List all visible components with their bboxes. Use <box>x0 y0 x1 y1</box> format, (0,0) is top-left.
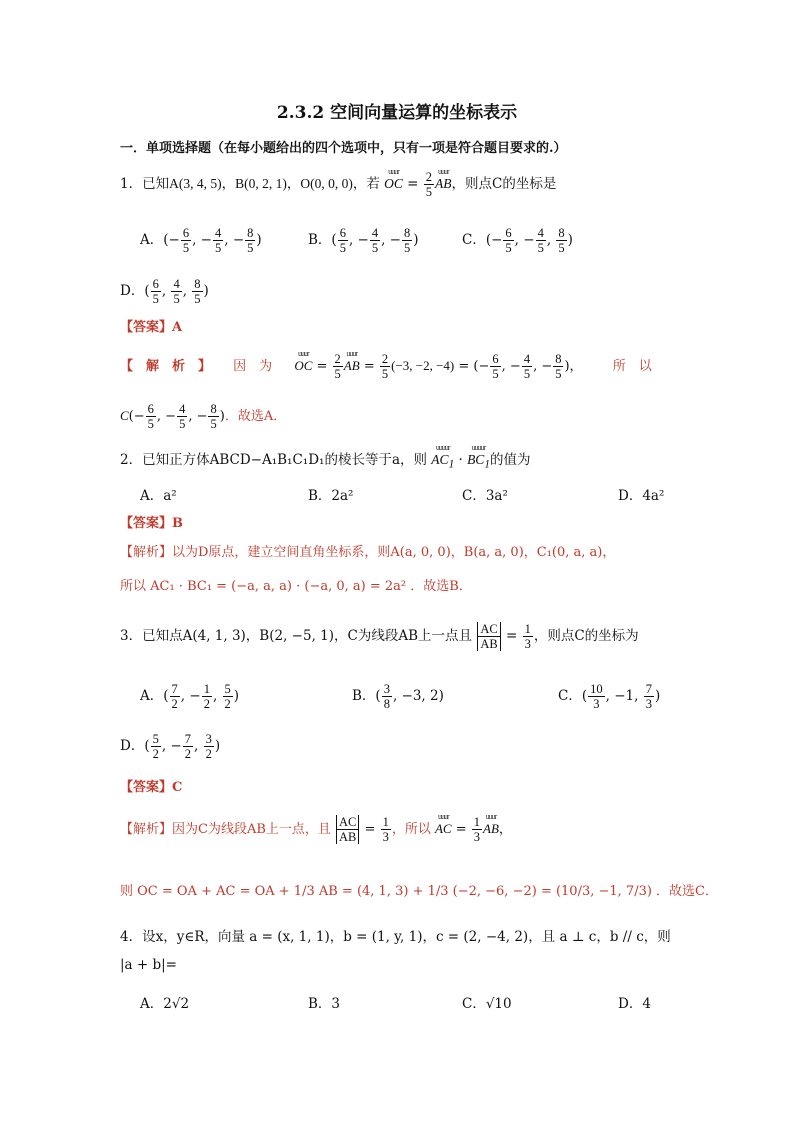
question-1-analysis-line2: C(− $\frac{6}{5}$ , − $\frac{4}{5}$ , − $\frac{8}{5}$ )．故选A． <box>120 402 287 431</box>
question-1-analysis-line1: 【 解 析 】 因 为 OC uuur = $\frac{2}{5}$ AB uuur = $\frac{2}{5}$ (−3, −2, −4) = (− $\frac{6}{5}$ , − $\frac{4}{5}$ , − $\frac{8}{5}$ )， 所 以 <box>120 349 652 381</box>
section-heading: 一．单项选择题（在每小题给出的四个选项中，只有一项是符合题目要求的.） <box>120 141 567 156</box>
question-1-option-b[interactable]: B．( $\frac{6}{5}$ , − $\frac{4}{5}$ , − $\frac{8}{5}$ ) <box>308 226 419 255</box>
question-2-analysis-line1: 【解析】以为D原点，建立空间直角坐标系，则A(a, 0, 0)，B(a, a, 0)，C₁(0, a, a)， <box>120 545 616 560</box>
question-2-answer: 【答案】B <box>120 516 183 531</box>
question-4-option-c[interactable]: C．√10 <box>462 996 512 1012</box>
question-3-stem: 3．已知点A(4, 1, 3)，B(2, −5, 1)，C为线段AB上一点且 $\frac{AC}{AB}$ = $\frac{1}{3}$ ，则点C的坐标为 <box>120 622 639 651</box>
question-3-analysis-line1: 【解析】因为C为线段AB上一点，且 $\frac{AC}{AB}$ = $\frac{1}{3}$ ，所以 AC uuur = $\frac{1}{3}$ AB uuur ， <box>120 812 512 844</box>
question-3-analysis-line2: 则 OC = OA + AC = OA + 1/3 AB = (4, 1, 3) + 1/3 (−2, −6, −2) = (10/3, −1, 7/3) ．故选C． <box>120 884 718 899</box>
question-3-option-b[interactable]: B．( $\frac{3}{8}$ , −3, 2) <box>352 682 444 711</box>
question-4-stem-line1: 4．设x，y∈R，向量 a = (x, 1, 1)，b = (1, y, 1)，c = (2, −4, 2)，且 a ⊥ c，b // c，则 <box>120 929 671 945</box>
question-2-analysis-line2: 所以 AC₁ · BC₁ = (−a, a, a) · (−a, 0, a) = 2a² ．故选B． <box>120 579 472 594</box>
question-4-stem-line2: |a + b|= <box>120 957 177 973</box>
question-1-option-d[interactable]: D．( $\frac{6}{5}$ , $\frac{4}{5}$ , $\frac{8}{5}$ ) <box>120 277 209 306</box>
question-1-option-a[interactable]: A．(− $\frac{6}{5}$ , − $\frac{4}{5}$ , − $\frac{8}{5}$ ) <box>140 226 262 255</box>
question-2-option-b[interactable]: B．2a² <box>308 488 354 504</box>
question-2-stem: 2．已知正方体ABCD−A₁B₁C₁D₁的棱长等于a，则 $AC_1$ uuuur · $BC_1$ uuuur 的值为 <box>120 443 531 471</box>
question-3-option-d[interactable]: D．( $\frac{5}{2}$ , − $\frac{7}{2}$ , $\frac{3}{2}$ ) <box>120 732 221 761</box>
question-4-option-b[interactable]: B．3 <box>308 996 341 1012</box>
page-title: 2.3.2 空间向量运算的坐标表示 <box>276 103 518 123</box>
question-1-stem: 1．已知A(3, 4, 5)，B(0, 2, 1)，O(0, 0, 0)，若 OC uuur = $\frac{2}{5}$ AB uuur ，则点C的坐标是 <box>120 167 557 199</box>
question-3-answer: 【答案】C <box>120 780 183 795</box>
question-2-option-c[interactable]: C．3a² <box>462 488 508 504</box>
question-1-option-c[interactable]: C．(− $\frac{6}{5}$ , − $\frac{4}{5}$ , $\frac{8}{5}$ ) <box>462 226 573 255</box>
question-2-option-a[interactable]: A．a² <box>140 488 177 504</box>
question-3-option-c[interactable]: C．( $\frac{10}{3}$ , −1, $\frac{7}{3}$ ) <box>558 682 661 711</box>
question-1-answer: 【答案】A <box>120 320 183 335</box>
question-2-option-d[interactable]: D．4a² <box>618 488 665 504</box>
question-3-option-a[interactable]: A．( $\frac{7}{2}$ , − $\frac{1}{2}$ , $\frac{5}{2}$ ) <box>140 682 240 711</box>
question-4-option-a[interactable]: A．2√2 <box>140 996 190 1012</box>
question-4-option-d[interactable]: D．4 <box>618 996 651 1012</box>
